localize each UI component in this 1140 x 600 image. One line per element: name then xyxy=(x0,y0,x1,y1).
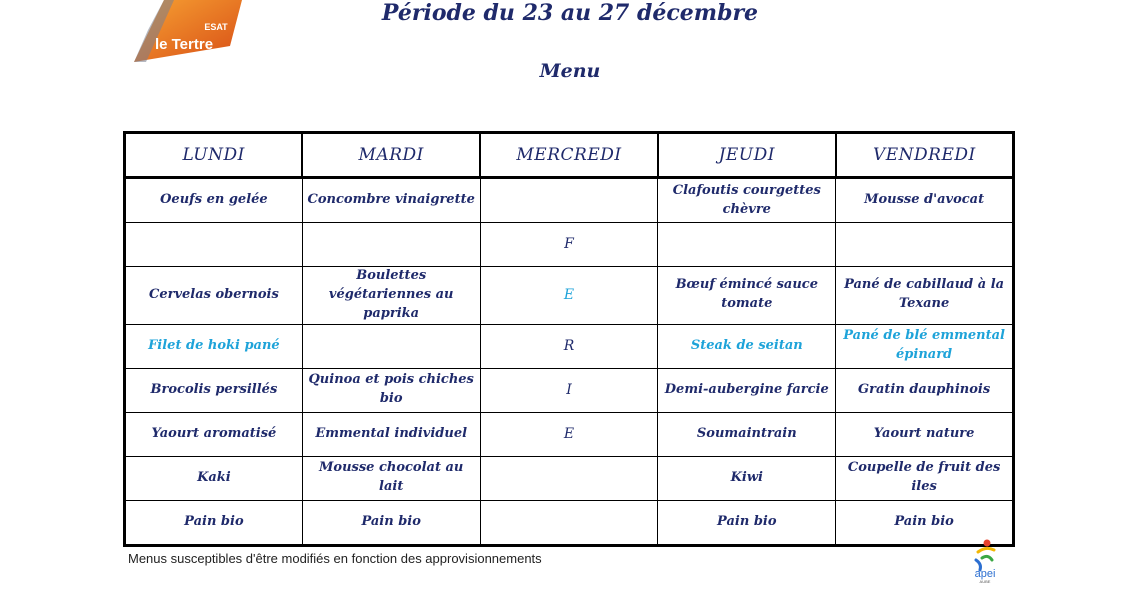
table-row xyxy=(125,223,1014,267)
day-header-lundi: LUNDI xyxy=(125,133,303,178)
table-row xyxy=(125,456,1014,500)
menu-cell: Brocolis persillés xyxy=(125,368,303,412)
menu-cell: Pain bio xyxy=(836,500,1014,545)
menu-cell xyxy=(480,456,658,500)
menu-cell: Yaourt aromatisé xyxy=(125,412,303,456)
svg-text:AUBE: AUBE xyxy=(979,579,991,584)
menu-cell: Kaki xyxy=(125,456,303,500)
menu-cell: Emmental individuel xyxy=(302,412,480,456)
menu-cell xyxy=(302,223,480,267)
menu-cell: Bœuf émincé sauce tomate xyxy=(658,267,836,325)
menu-cell: Oeufs en gelée xyxy=(125,178,303,223)
table-row xyxy=(125,500,1014,545)
holiday-letter-cell: I xyxy=(480,368,658,412)
table-row xyxy=(125,267,1014,325)
svg-text:le Tertre: le Tertre xyxy=(154,36,214,53)
day-header-mardi: MARDI xyxy=(302,133,480,178)
menu-cell xyxy=(302,324,480,368)
menu-cell: Clafoutis courgettes chèvre xyxy=(658,178,836,223)
menu-cell: Mousse chocolat au lait xyxy=(302,456,480,500)
period-title: Période du 23 au 27 décembre xyxy=(381,0,759,26)
menu-cell xyxy=(125,223,303,267)
holiday-letter-cell: E xyxy=(480,412,658,456)
menu-cell: Demi-aubergine farcie xyxy=(658,368,836,412)
apei-aube-logo xyxy=(962,538,1008,584)
menu-cell: Kiwi xyxy=(658,456,836,500)
vegetarian-menu-cell: Steak de seitan xyxy=(658,324,836,368)
menu-cell: Pané de cabillaud à la Texane xyxy=(836,267,1014,325)
menu-cell: Gratin dauphinois xyxy=(836,368,1014,412)
menu-cell xyxy=(836,223,1014,267)
vegetarian-menu-cell: Filet de hoki pané xyxy=(125,324,303,368)
days-header-row xyxy=(125,133,1014,178)
vegetarian-menu-cell: Pané de blé emmental épinard xyxy=(836,324,1014,368)
menu-cell xyxy=(480,178,658,223)
menu-cell: Yaourt nature xyxy=(836,412,1014,456)
menu-cell: Quinoa et pois chiches bio xyxy=(302,368,480,412)
menu-cell: Boulettes végétariennes au paprika xyxy=(302,267,480,325)
holiday-letter-cell: F xyxy=(480,223,658,267)
menu-cell: Concombre vinaigrette xyxy=(302,178,480,223)
day-header-vendredi: VENDREDI xyxy=(836,133,1014,178)
holiday-letter-cell: R xyxy=(480,324,658,368)
menu-cell: Pain bio xyxy=(302,500,480,545)
svg-text:apei: apei xyxy=(974,568,996,580)
table-row xyxy=(125,368,1014,412)
holiday-letter-cell: E xyxy=(480,267,658,325)
menu-cell: Cervelas obernois xyxy=(125,267,303,325)
table-row xyxy=(125,324,1014,368)
svg-text:ESAT: ESAT xyxy=(204,22,228,32)
table-row xyxy=(125,178,1014,223)
menu-cell xyxy=(658,223,836,267)
esat-le-tertre-logo xyxy=(134,0,242,62)
table-row xyxy=(125,412,1014,456)
day-header-jeudi: JEUDI xyxy=(658,133,836,178)
supply-disclaimer: Menus susceptibles d'être modifiés en fonction des approvisionnements xyxy=(128,551,542,566)
weekly-menu-table xyxy=(123,131,1015,547)
menu-cell: Coupelle de fruit des iles xyxy=(836,456,1014,500)
day-header-mercredi: MERCREDI xyxy=(480,133,658,178)
menu-cell: Pain bio xyxy=(125,500,303,545)
menu-subtitle: Menu xyxy=(539,60,601,82)
menu-cell: Pain bio xyxy=(658,500,836,545)
menu-cell: Soumaintrain xyxy=(658,412,836,456)
menu-cell: Mousse d'avocat xyxy=(836,178,1014,223)
menu-cell xyxy=(480,500,658,545)
